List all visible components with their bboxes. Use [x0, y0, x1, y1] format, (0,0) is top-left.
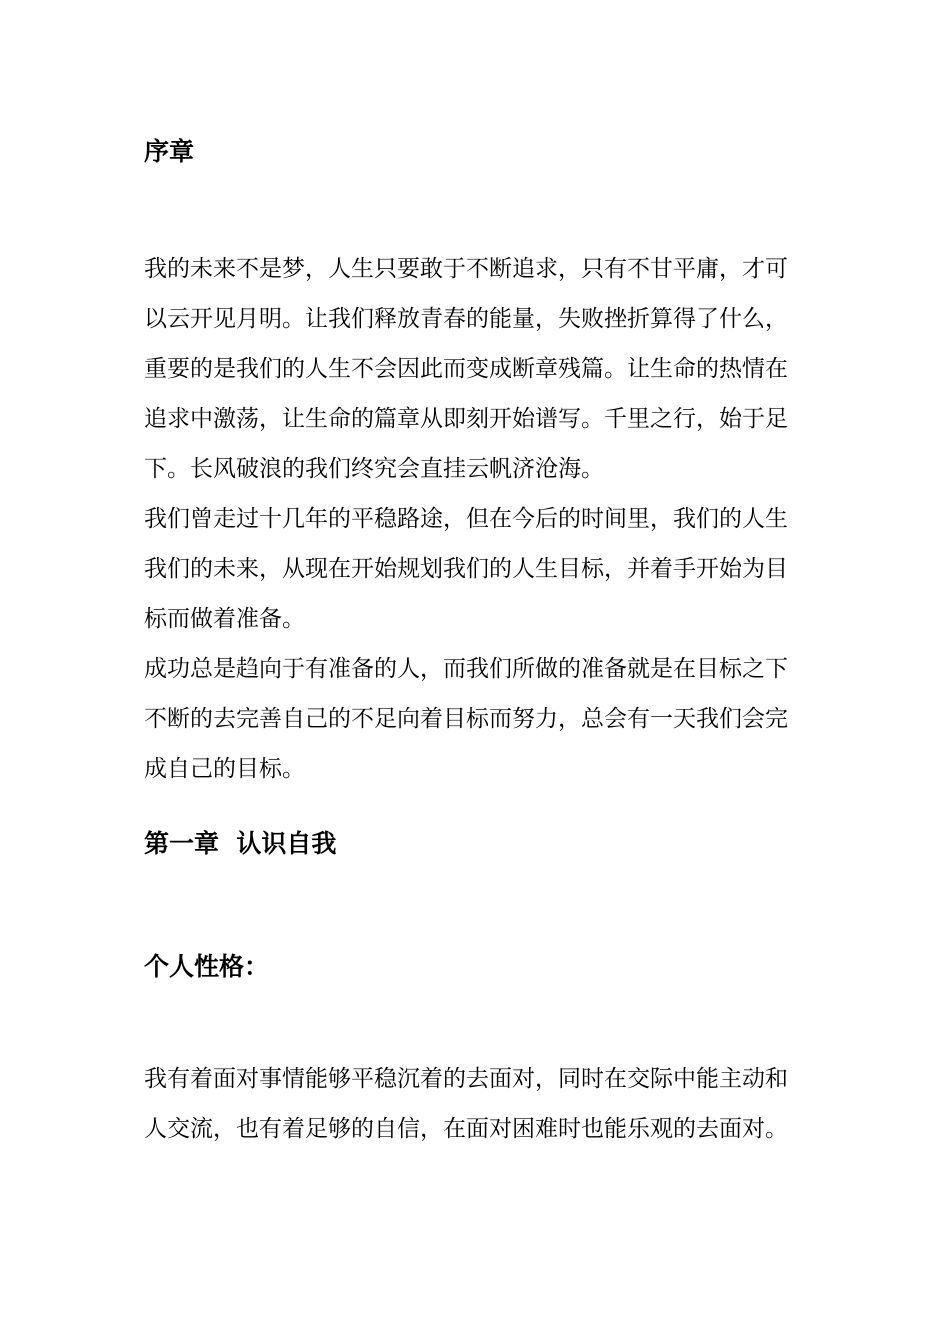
text-line: 我的未来不是梦，人生只要敢于不断追求，只有不甘平庸，才可 [144, 256, 788, 282]
personality-section-heading: 个人性格： [144, 952, 270, 981]
preface-heading: 序章 [144, 137, 195, 166]
text-line: 我们曾走过十几年的平稳路途，但在今后的时间里，我们的人生 [144, 506, 788, 532]
chapter-1-heading: 第一章 认识自我 [144, 829, 337, 858]
text-line: 标而做着准备。 [144, 606, 305, 632]
text-line: 我有着面对事情能够平稳沉着的去面对，同时在交际中能主动和 [144, 1066, 788, 1092]
text-line: 人交流，也有着足够的自信，在面对困难时也能乐观的去面对。 [144, 1116, 788, 1142]
preface-paragraph-2 [144, 494, 808, 644]
text-line: 我们的未来，从现在开始规划我们的人生目标，并着手开始为目 [144, 556, 788, 582]
text-line: 成自己的目标。 [144, 756, 305, 782]
text-line: 重要的是我们的人生不会因此而变成断章残篇。让生命的热情在 [144, 356, 788, 382]
preface-paragraph-1 [144, 244, 808, 494]
text-line: 下。长风破浪的我们终究会直挂云帆济沧海。 [144, 456, 604, 482]
text-line: 不断的去完善自己的不足向着目标而努力，总会有一天我们会完 [144, 706, 788, 732]
text-line: 成功总是趋向于有准备的人，而我们所做的准备就是在目标之下 [144, 656, 788, 682]
preface-paragraph-3 [144, 644, 808, 794]
personality-paragraph [144, 1054, 808, 1154]
text-line: 追求中激荡，让生命的篇章从即刻开始谱写。千里之行，始于足 [144, 406, 788, 432]
text-line: 以云开见月明。让我们释放青春的能量，失败挫折算得了什么， [144, 306, 788, 332]
